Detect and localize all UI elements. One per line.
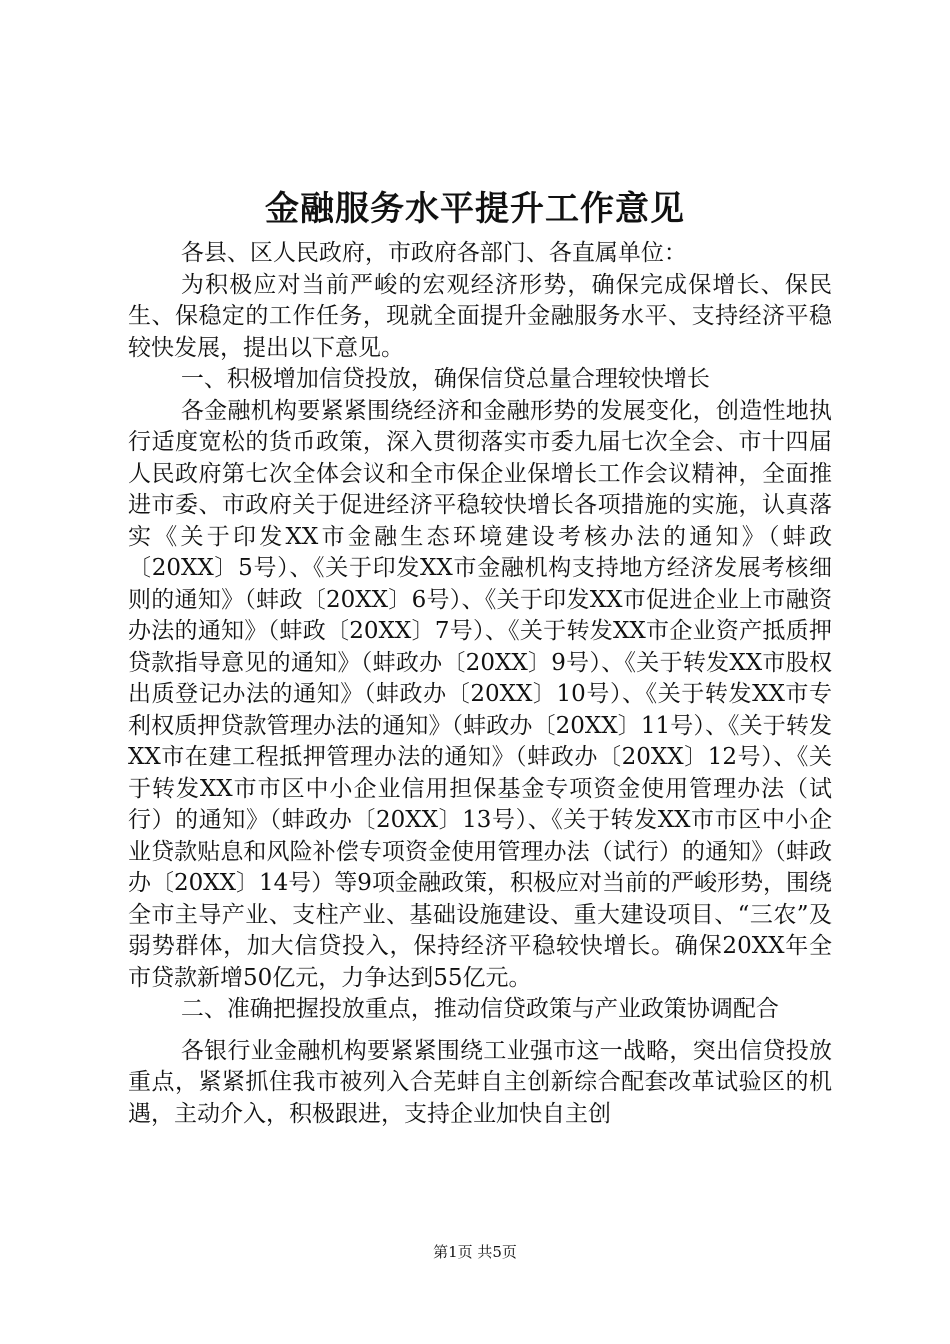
section-1-paragraph: 各金融机构要紧紧围绕经济和金融形势的发展变化，创造性地执行适度宽松的货币政策，深入贯彻落实市委九届七次全会、市十四届人民政府第七次全体会议和全市保企业保增长工作会议精神，全面推进市委、市政府关于促进经济平稳较快增长各项措施的实施，认真落实《关于印发XX市金融生态环境建设考核办法的通知》（蚌政〔20XX〕5号）、《关于印发XX市金融机构支持地方经济发展考核细则的通知》（蚌政〔20XX〕6号）、《关于印发XX市促进企业上市融资办法的通知》（蚌政〔20XX〕7号）、《关于转发XX市企业资产抵质押贷款指导意见的通知》（蚌政办〔20XX〕9号）、《关于转发XX市股权出质登记办法的通知》（蚌政办〔20XX〕10号）、《关于转发XX市专利权质押贷款管理办法的通知》（蚌政办〔20XX〕11号）、《关于转发XX市在建工程抵押管理办法的通知》（蚌政办〔20XX〕12号）、《关于转发XX市市区中小企业信用担保基金专项资金使用管理办法（试行）的通知》（蚌政办〔20XX〕13号）、《关于转发XX市市区中小企业贷款贴息和风险补偿专项资金使用管理办法（试行）的通知》（蚌政办〔20XX〕14号）等9项金融政策，积极应对当前的严峻形势，围绕全市主导产业、支柱产业、基础设施建设、重大建设项目、“三农”及弱势群体，加大信贷投入，保持经济平稳较快增长。确保20XX年全市贷款新增50亿元，力争达到55亿元。 <box>128 397 833 991</box>
section-2-paragraph: 各银行业金融机构要紧紧围绕工业强市这一战略，突出信贷投放重点，紧紧抓住我市被列入合芜蚌自主创新综合配套改革试验区的机遇，主动介入，积极跟进，支持企业加快自主创 <box>128 1037 832 1127</box>
document-body <box>128 238 832 1130</box>
section-heading-2: 二、准确把握投放重点，推动信贷政策与产业政策协调配合 <box>180 996 779 1022</box>
intro-paragraph: 为积极应对当前严峻的宏观经济形势，确保完成保增长、保民生、保稳定的工作任务，现就全面提升金融服务水平、支持经济平稳较快发展，提出以下意见。 <box>128 271 832 361</box>
document-title: 金融服务水平提升工作意见 <box>265 189 685 229</box>
page-number-footer: 第1页 共5页 <box>433 1243 517 1261</box>
salutation: 各县、区人民政府，市政府各部门、各直属单位： <box>180 240 687 266</box>
section-heading-1: 一、积极增加信贷投放，确保信贷总量合理较快增长 <box>180 366 710 392</box>
